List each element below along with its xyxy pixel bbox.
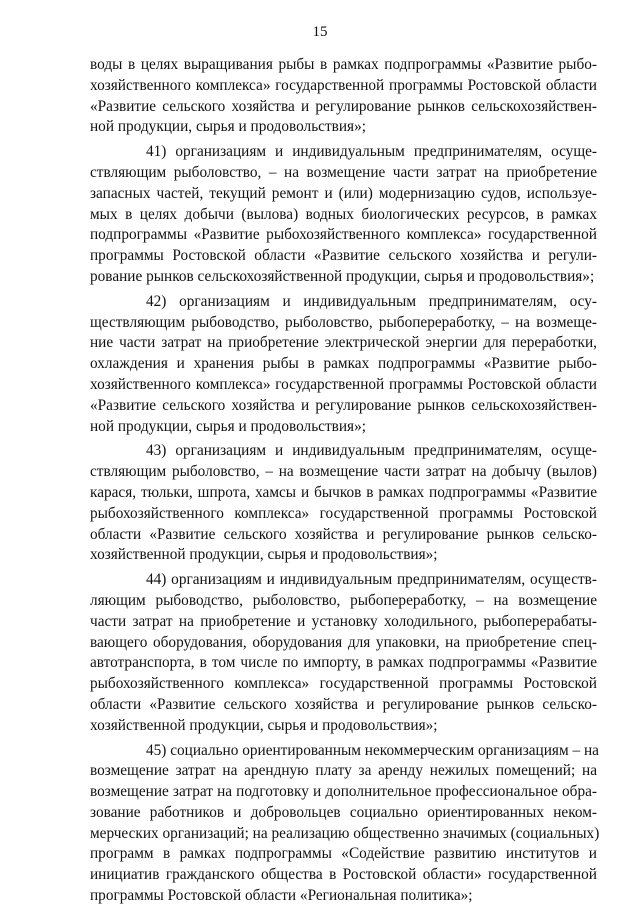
text-line: программы Ростовской области «Развитие сельского хозяйства и регули- xyxy=(90,247,597,265)
text-line: программ в рамках подпрограммы «Содействие развитию институтов и xyxy=(90,845,597,863)
text-line: 42) организациям и индивидуальным предпринимателям, осу- xyxy=(146,292,597,310)
text-line: «Развитие сельского хозяйства и регулирование рынков сельскохозяйствен- xyxy=(90,396,597,414)
text-line: инициатив гражданского общества в Ростовской области» государственной xyxy=(90,866,597,884)
text-line: ляющим рыбоводство, рыболовство, рыбопереработку, – на возмещение xyxy=(90,591,597,609)
document-body xyxy=(90,55,600,907)
text-line: ной продукции, сырья и продовольствия»; xyxy=(90,118,366,136)
text-line: зование работников и добровольцев социально ориентированных неком- xyxy=(90,803,597,821)
text-line: рование рынков сельскохозяйственной продукции, сырья и продовольствия»; xyxy=(90,267,595,285)
text-line: карася, тюльки, шпрота, хамсы и бычков в рамках подпрограммы «Развитие xyxy=(90,483,597,501)
text-line: области «Развитие сельского хозяйства и регулирование рынков сельско- xyxy=(90,525,597,543)
text-line: запасных частей, текущий ремонт и (или) модернизацию судов, используе- xyxy=(90,184,597,202)
text-line: ние части затрат на приобретение электрической энергии для переработки, xyxy=(90,334,597,352)
paragraph-continuation xyxy=(90,55,597,138)
text-line: охлаждения и хранения рыбы в рамках подпрограммы «Развитие рыбо- xyxy=(90,355,597,373)
text-line: возмещение затрат на арендную плату за аренду нежилых помещений; на xyxy=(90,762,597,780)
text-line: рыбохозяйственного комплекса» государственной программы Ростовской xyxy=(90,504,597,522)
text-line: ствляющим рыболовство, – на возмещение части затрат на приобретение xyxy=(90,163,597,181)
text-line: хозяйственного комплекса» государственной программы Ростовской области xyxy=(90,76,597,94)
text-line: автотранспорта, в том числе по импорту, в рамках подпрограммы «Развитие xyxy=(90,654,597,672)
text-line: 44) организациям и индивидуальным предпринимателям, осуществ- xyxy=(146,571,597,589)
text-line: рыбохозяйственного комплекса» государственной программы Ростовской xyxy=(90,675,597,693)
text-line: «Развитие сельского хозяйства и регулирование рынков сельскохозяйствен- xyxy=(90,97,597,115)
page-number: 15 xyxy=(312,24,328,40)
text-line: 41) организациям и индивидуальным предпринимателям, осуще- xyxy=(146,143,597,161)
text-line: мых в целях добычи (вылова) водных биологических ресурсов, в рамках xyxy=(90,205,597,223)
text-line: мерческих организаций; на реализацию общественно значимых (социальных) xyxy=(90,824,600,842)
paragraph-42 xyxy=(90,292,597,438)
text-line: ной продукции, сырья и продовольствия»; xyxy=(90,417,366,435)
text-line: вающего оборудования, оборудования для упаковки, на приобретение спец- xyxy=(90,633,597,651)
paragraph-45 xyxy=(90,741,600,907)
text-line: хозяйственной продукции, сырья и продовольствия»; xyxy=(90,716,438,734)
paragraph-44 xyxy=(90,570,597,736)
text-line: области «Развитие сельского хозяйства и регулирование рынков сельско- xyxy=(90,695,597,713)
text-line: программы Ростовской области «Региональная политика»; xyxy=(90,887,473,905)
text-line: 45) социально ориентированным некоммерческим организациям – на xyxy=(146,741,599,759)
text-line: хозяйственного комплекса» государственной программы Ростовской области xyxy=(90,375,597,393)
text-line: 43) организациям и индивидуальным предпринимателям, осуще- xyxy=(146,442,597,460)
text-line: ствляющим рыболовство, – на возмещение части затрат на добычу (вылов) xyxy=(90,463,597,481)
text-line: подпрограммы «Развитие рыбохозяйственного комплекса» государственной xyxy=(90,226,597,244)
text-line: возмещение затрат на подготовку и дополнительное профессиональное обра- xyxy=(90,783,597,801)
paragraph-43 xyxy=(90,441,597,566)
text-line: части затрат на приобретение и установку холодильного, рыбоперерабаты- xyxy=(90,612,597,630)
text-line: хозяйственной продукции, сырья и продовольствия»; xyxy=(90,546,438,564)
text-line: ществляющим рыбоводство, рыболовство, рыбопереработку, – на возмеще- xyxy=(90,313,597,331)
text-line: воды в целях выращивания рыбы в рамках подпрограммы «Развитие рыбо- xyxy=(90,56,597,73)
paragraph-41 xyxy=(90,142,597,288)
